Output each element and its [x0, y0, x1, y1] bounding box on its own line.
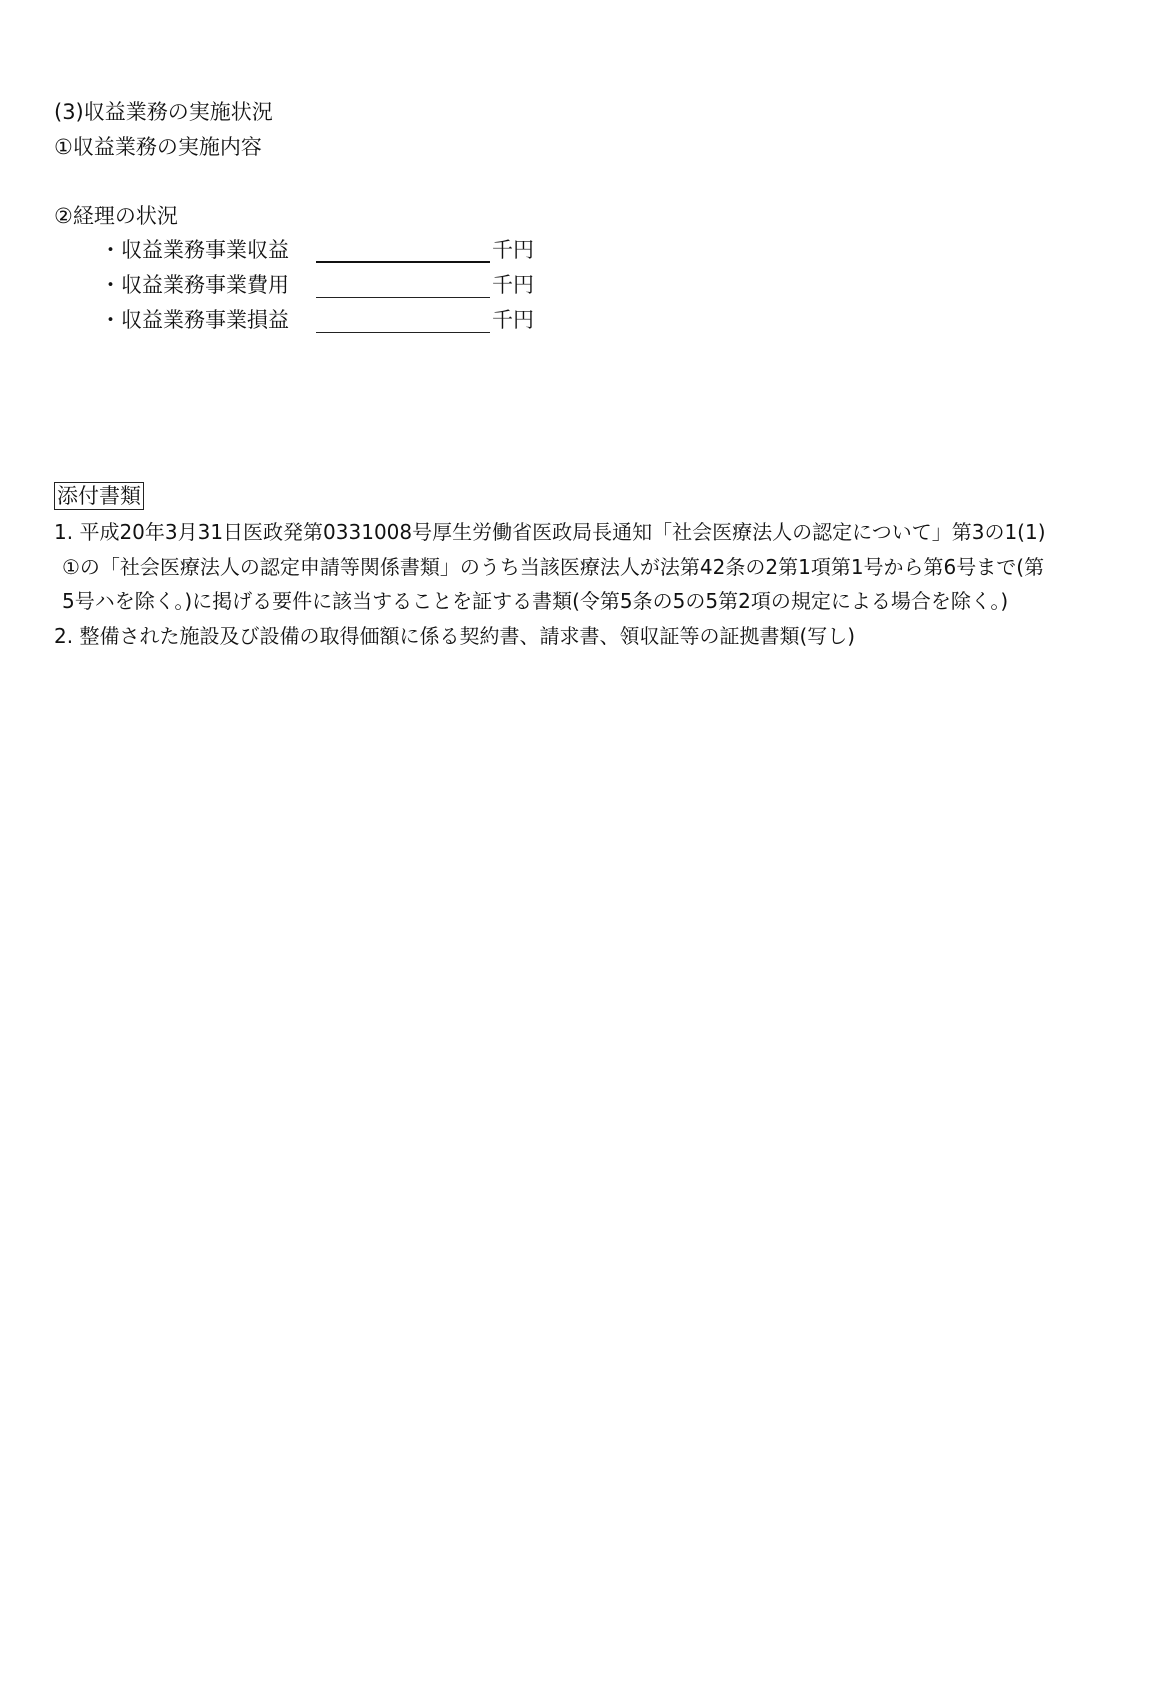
- amount-unit: 千円: [492, 273, 534, 297]
- item-implementation-content: ①収益業務の実施内容: [54, 135, 262, 159]
- item-accounting-status: ②経理の状況: [54, 204, 178, 228]
- accounting-label: ・収益業務事業収益: [100, 238, 289, 262]
- amount-blank-line: [316, 275, 490, 298]
- amount-unit: 千円: [492, 238, 534, 262]
- section-heading: (3)収益業務の実施状況: [54, 100, 273, 124]
- attachment-line: 2. 整備された施設及び設備の取得価額に係る契約書、請求書、領収証等の証拠書類(写し): [54, 624, 856, 648]
- amount-blank-line: [316, 310, 490, 333]
- attachment-line: ①の「社会医療法人の認定申請等関係書類」のうち当該医療法人が法第42条の2第1項第1号から第6号まで(第: [62, 555, 1045, 579]
- amount-unit: 千円: [492, 308, 534, 332]
- accounting-row-expense: [100, 272, 534, 298]
- accounting-label: ・収益業務事業費用: [100, 273, 289, 297]
- attachment-line: 1. 平成20年3月31日医政発第0331008号厚生労働省医政局長通知「社会医療法人の認定について」第3の1(1): [54, 520, 1046, 544]
- attachments-title: 添付書類: [54, 482, 144, 510]
- accounting-row-revenue: [100, 237, 534, 263]
- amount-blank-line: [316, 239, 490, 263]
- accounting-label: ・収益業務事業損益: [100, 308, 289, 332]
- attachment-line: 5号ハを除く。)に掲げる要件に該当することを証する書類(令第5条の5の5第2項の規定による場合を除く。): [62, 589, 1009, 613]
- accounting-row-profit-loss: [100, 307, 534, 333]
